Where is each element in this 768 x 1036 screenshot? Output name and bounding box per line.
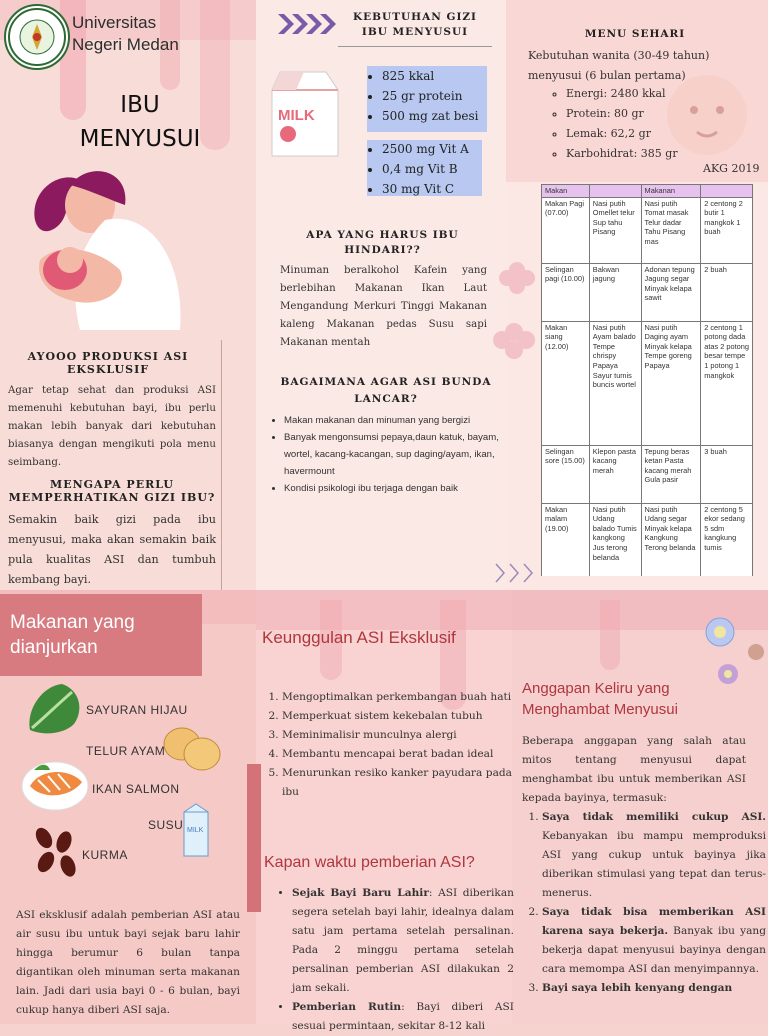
keunggulan-item: 3. Meminimalisir munculnya alergi bbox=[282, 726, 512, 745]
kebutuhan-heading: KEBUTUHAN GIZI IBU MENYUSUI bbox=[353, 11, 477, 38]
kapan-item-text: : ASI diberikan segera setelah bayi lahir, idealnya dalam satu jam pertama setelah persalinan. Pada 2 minggu pertama setelah persalinan pemberian ASI dilakukan 2 jam sekali. bbox=[292, 887, 514, 994]
flower-decoration-icon bbox=[492, 250, 542, 370]
kapan-list bbox=[276, 884, 514, 1036]
makanan-heading-line2: dianjurkan bbox=[10, 637, 98, 658]
keunggulan-item: 1. Mengoptimalkan perkembangan buah hati bbox=[282, 688, 512, 707]
chevrons-icon bbox=[276, 12, 338, 36]
anggapan-item bbox=[542, 979, 766, 998]
table-row bbox=[542, 263, 753, 321]
milk-carton-label: MILK bbox=[278, 107, 315, 124]
food-label: IKAN SALMON bbox=[92, 782, 180, 796]
university-logo bbox=[4, 4, 70, 70]
table-header-row bbox=[542, 185, 753, 198]
university-logo-icon bbox=[6, 6, 68, 68]
table-cell: 2 centong 5 ekor sedang 5 sdm kangkung tumis bbox=[701, 503, 753, 576]
table-row bbox=[542, 445, 753, 503]
nutrition-item: ◦ Karbohidrat: 385 gr bbox=[566, 144, 678, 164]
anggapan-item bbox=[542, 903, 766, 979]
university-name-line2: Negeri Medan bbox=[72, 35, 179, 54]
kebutuhan-list-b bbox=[368, 139, 512, 199]
milk-box-label: MILK bbox=[187, 827, 204, 834]
kapan-heading: Kapan waktu pemberian ASI? bbox=[264, 854, 475, 871]
food-label: SAYURAN HIJAU bbox=[86, 703, 188, 717]
asi-eksklusif-text: ASI eksklusif adalah pemberian ASI atau air susu ibu untuk bayi sejak baru lahir hingga berumur 6 bulan tanpa digantikan oleh minuman serta makanan lain. Jadi dari usia bayi 0 - 6 bulan, bayi cukup hanya diberi ASI saja. bbox=[16, 909, 240, 1016]
nutrition-item: ◦ Energi: 2480 kkal bbox=[566, 84, 678, 104]
table-cell: Nasi putih Ayam balado Tempe chrispy Papaya Sayur tumis buncis wortel bbox=[589, 321, 641, 445]
kebutuhan-list-a bbox=[368, 66, 512, 126]
table-header: Makanan bbox=[641, 185, 701, 198]
kebutuhan-item: • 30 mg Vit C bbox=[382, 179, 512, 199]
menu-sehari-heading: MENU SEHARI bbox=[584, 28, 686, 40]
table-cell: 3 buah bbox=[701, 445, 753, 503]
kebutuhan-item: • 500 mg zat besi bbox=[382, 106, 512, 126]
anggapan-item-text: Kebanyakan ibu mampu memproduksi ASI yang cukup untuk bayinya jika diberikan stimulasi yang tepat dan terus-menerus. bbox=[542, 830, 766, 899]
university-name-line1: Universitas bbox=[72, 13, 157, 32]
milk-box-icon bbox=[180, 802, 212, 858]
table-cell: Nasi putih Omellet telur Sup tahu Pisang bbox=[589, 197, 641, 263]
mengapa-text: Semakin baik gizi pada ibu menyusui, maka akan semakin baik pula kualitas ASI dan tumbuh kembang bayi. bbox=[8, 513, 216, 586]
menu-table bbox=[541, 184, 753, 576]
lancar-heading: BAGAIMANA AGAR ASI BUNDA LANCAR? bbox=[280, 376, 492, 405]
table-cell: Selingan pagi (10.00) bbox=[542, 263, 590, 321]
makanan-heading-line1: Makanan yang bbox=[10, 612, 135, 633]
table-header bbox=[589, 185, 641, 198]
table-cell: Selingan sore (15.00) bbox=[542, 445, 590, 503]
food-label: TELUR AYAM bbox=[86, 744, 166, 758]
table-cell: Nasi putih Udang segar Minyak kelapa Kangkung Terong belanda bbox=[641, 503, 701, 576]
table-cell: Nasi putih Udang balado Tumis kangkong Jus terong belanda bbox=[589, 503, 641, 576]
page-title-line2: MENYUSUI bbox=[79, 126, 201, 152]
hindari-text: Minuman beralkohol Kafein yang berlebihan Makanan Ikan Laut Mengandung Merkuri Tinggi Makanan kaleng Makanan pedas Susu sapi Makanan mentah bbox=[280, 265, 487, 348]
keunggulan-item: 5. Menurunkan resiko kanker payudara pada ibu bbox=[282, 764, 512, 802]
table-cell: Makan siang (12.00) bbox=[542, 321, 590, 445]
anggapan-item bbox=[542, 808, 766, 903]
ayooo-heading: AYOOO PRODUKSI ASI EKSKLUSIF bbox=[27, 350, 189, 376]
anggapan-intro: Beberapa anggapan yang salah atau mitos tentang menyusui dapat menghambat ibu untuk memberikan ASI kepada bayinya, termasuk: bbox=[522, 735, 746, 804]
mother-breastfeeding-illustration bbox=[20, 160, 190, 340]
menu-table-container bbox=[541, 184, 753, 576]
chevrons-outline-icon bbox=[494, 562, 540, 584]
table-cell: Tepung beras ketan Pasta kacang merah Gula pasir bbox=[641, 445, 701, 503]
anggapan-item-bold: Bayi saya lebih kenyang dengan bbox=[542, 982, 733, 994]
table-header bbox=[701, 185, 753, 198]
table-header: Makan bbox=[542, 185, 590, 198]
lancar-item: • Kondisi psikologi ibu terjaga dengan baik bbox=[284, 480, 510, 497]
drip-decoration bbox=[600, 600, 620, 670]
table-cell: Klepon pasta kacang merah bbox=[589, 445, 641, 503]
keunggulan-item: 2. Memperkuat sistem kekebalan tubuh bbox=[282, 707, 512, 726]
dates-icon bbox=[30, 824, 82, 880]
table-row bbox=[542, 197, 753, 263]
keunggulan-item: 4. Membantu mencapai berat badan ideal bbox=[282, 745, 512, 764]
table-cell: Nasi putih Tomat masak Telur dadar Tahu Pisang mas bbox=[641, 197, 701, 263]
anggapan-item-bold: Saya tidak memiliki cukup ASI. bbox=[542, 811, 766, 823]
table-cell: Makan Pagi (07.00) bbox=[542, 197, 590, 263]
kebutuhan-item: • 825 kkal bbox=[382, 66, 512, 86]
kebutuhan-item: • 0,4 mg Vit B bbox=[382, 159, 512, 179]
page-title-line1: IBU bbox=[120, 92, 160, 118]
kapan-item-bold: Sejak Bayi Baru Lahir bbox=[292, 887, 429, 899]
baby-face-illustration bbox=[652, 60, 762, 170]
kebutuhan-item: • 2500 mg Vit A bbox=[382, 139, 512, 159]
nutrition-item: ◦ Protein: 80 gr bbox=[566, 104, 678, 124]
kapan-item bbox=[292, 884, 514, 998]
green-vegetable-icon bbox=[24, 680, 86, 738]
table-row bbox=[542, 321, 753, 445]
table-cell: Nasi putih Daging ayam Minyak kelapa Tempe goreng Papaya bbox=[641, 321, 701, 445]
anggapan-list bbox=[522, 808, 766, 998]
menu-sehari-intro: Kebutuhan wanita (30-49 tahun) menyusui (6 bulan pertama) bbox=[528, 49, 710, 82]
table-cell: 2 buah bbox=[701, 263, 753, 321]
table-row bbox=[542, 503, 753, 576]
anggapan-item-text: Banyak ibu yang bekerja dapat menyusui bayinya dengan cara memompa ASI dan menyimpannya. bbox=[542, 925, 766, 975]
table-cell: Makan malam (19.00) bbox=[542, 503, 590, 576]
kapan-item bbox=[292, 998, 514, 1036]
source-note: AKG 2019 bbox=[703, 162, 760, 175]
side-bar-accent bbox=[247, 764, 261, 912]
kapan-item-bold: Pemberian Rutin bbox=[292, 1001, 402, 1013]
lancar-list bbox=[268, 412, 510, 497]
kebutuhan-item: • 25 gr protein bbox=[382, 86, 512, 106]
nutrition-item: ◦ Lemak: 62,2 gr bbox=[566, 124, 678, 144]
lancar-item: • Banyak mengonsumsi pepaya,daun katuk, bayam, wortel, kacang-kacangan, sup daging/ayam, ikan, havermount bbox=[284, 429, 510, 480]
table-cell: Bakwan jagung bbox=[589, 263, 641, 321]
table-cell: 2 centong 2 butir 1 mangkok 1 buah bbox=[701, 197, 753, 263]
milk-carton-illustration bbox=[266, 66, 346, 162]
salmon-icon bbox=[20, 756, 90, 812]
food-label: KURMA bbox=[82, 848, 128, 862]
divider bbox=[338, 46, 492, 47]
divider bbox=[221, 340, 222, 590]
table-cell: Adonan tepung Jagung segar Minyak kelapa sawit bbox=[641, 263, 701, 321]
keunggulan-list bbox=[262, 688, 512, 802]
anggapan-item-bold: Saya tidak bisa memberikan ASI karena saya bekerja. bbox=[542, 906, 766, 937]
ayooo-text: Agar tetap sehat dan produksi ASI memenuhi kebutuhan bayi, ibu perlu makan lebih banyak dari kebutuhan biasanya dengan mengikuti pola menu seimbang. bbox=[8, 385, 216, 468]
kapan-item-text: : Bayi diberi ASI sesuai permintaan, sekitar 8-12 kali bbox=[292, 1001, 514, 1032]
lancar-item: • Makan makanan dan minuman yang bergizi bbox=[284, 412, 510, 429]
anggapan-heading: Anggapan Keliru yang Menghambat Menyusui bbox=[522, 680, 678, 718]
food-label: SUSU bbox=[148, 818, 184, 832]
keunggulan-heading: Keunggulan ASI Eksklusif bbox=[262, 628, 456, 647]
eggs-icon bbox=[162, 724, 222, 774]
hindari-heading: APA YANG HARUS IBU HINDARI?? bbox=[306, 229, 459, 256]
table-cell: 2 centong 1 potong dada atas 2 potong besar tempe 1 potong 1 mangkok bbox=[701, 321, 753, 445]
mengapa-heading: MENGAPA PERLU MEMPERHATIKAN GIZI IBU? bbox=[8, 478, 216, 504]
